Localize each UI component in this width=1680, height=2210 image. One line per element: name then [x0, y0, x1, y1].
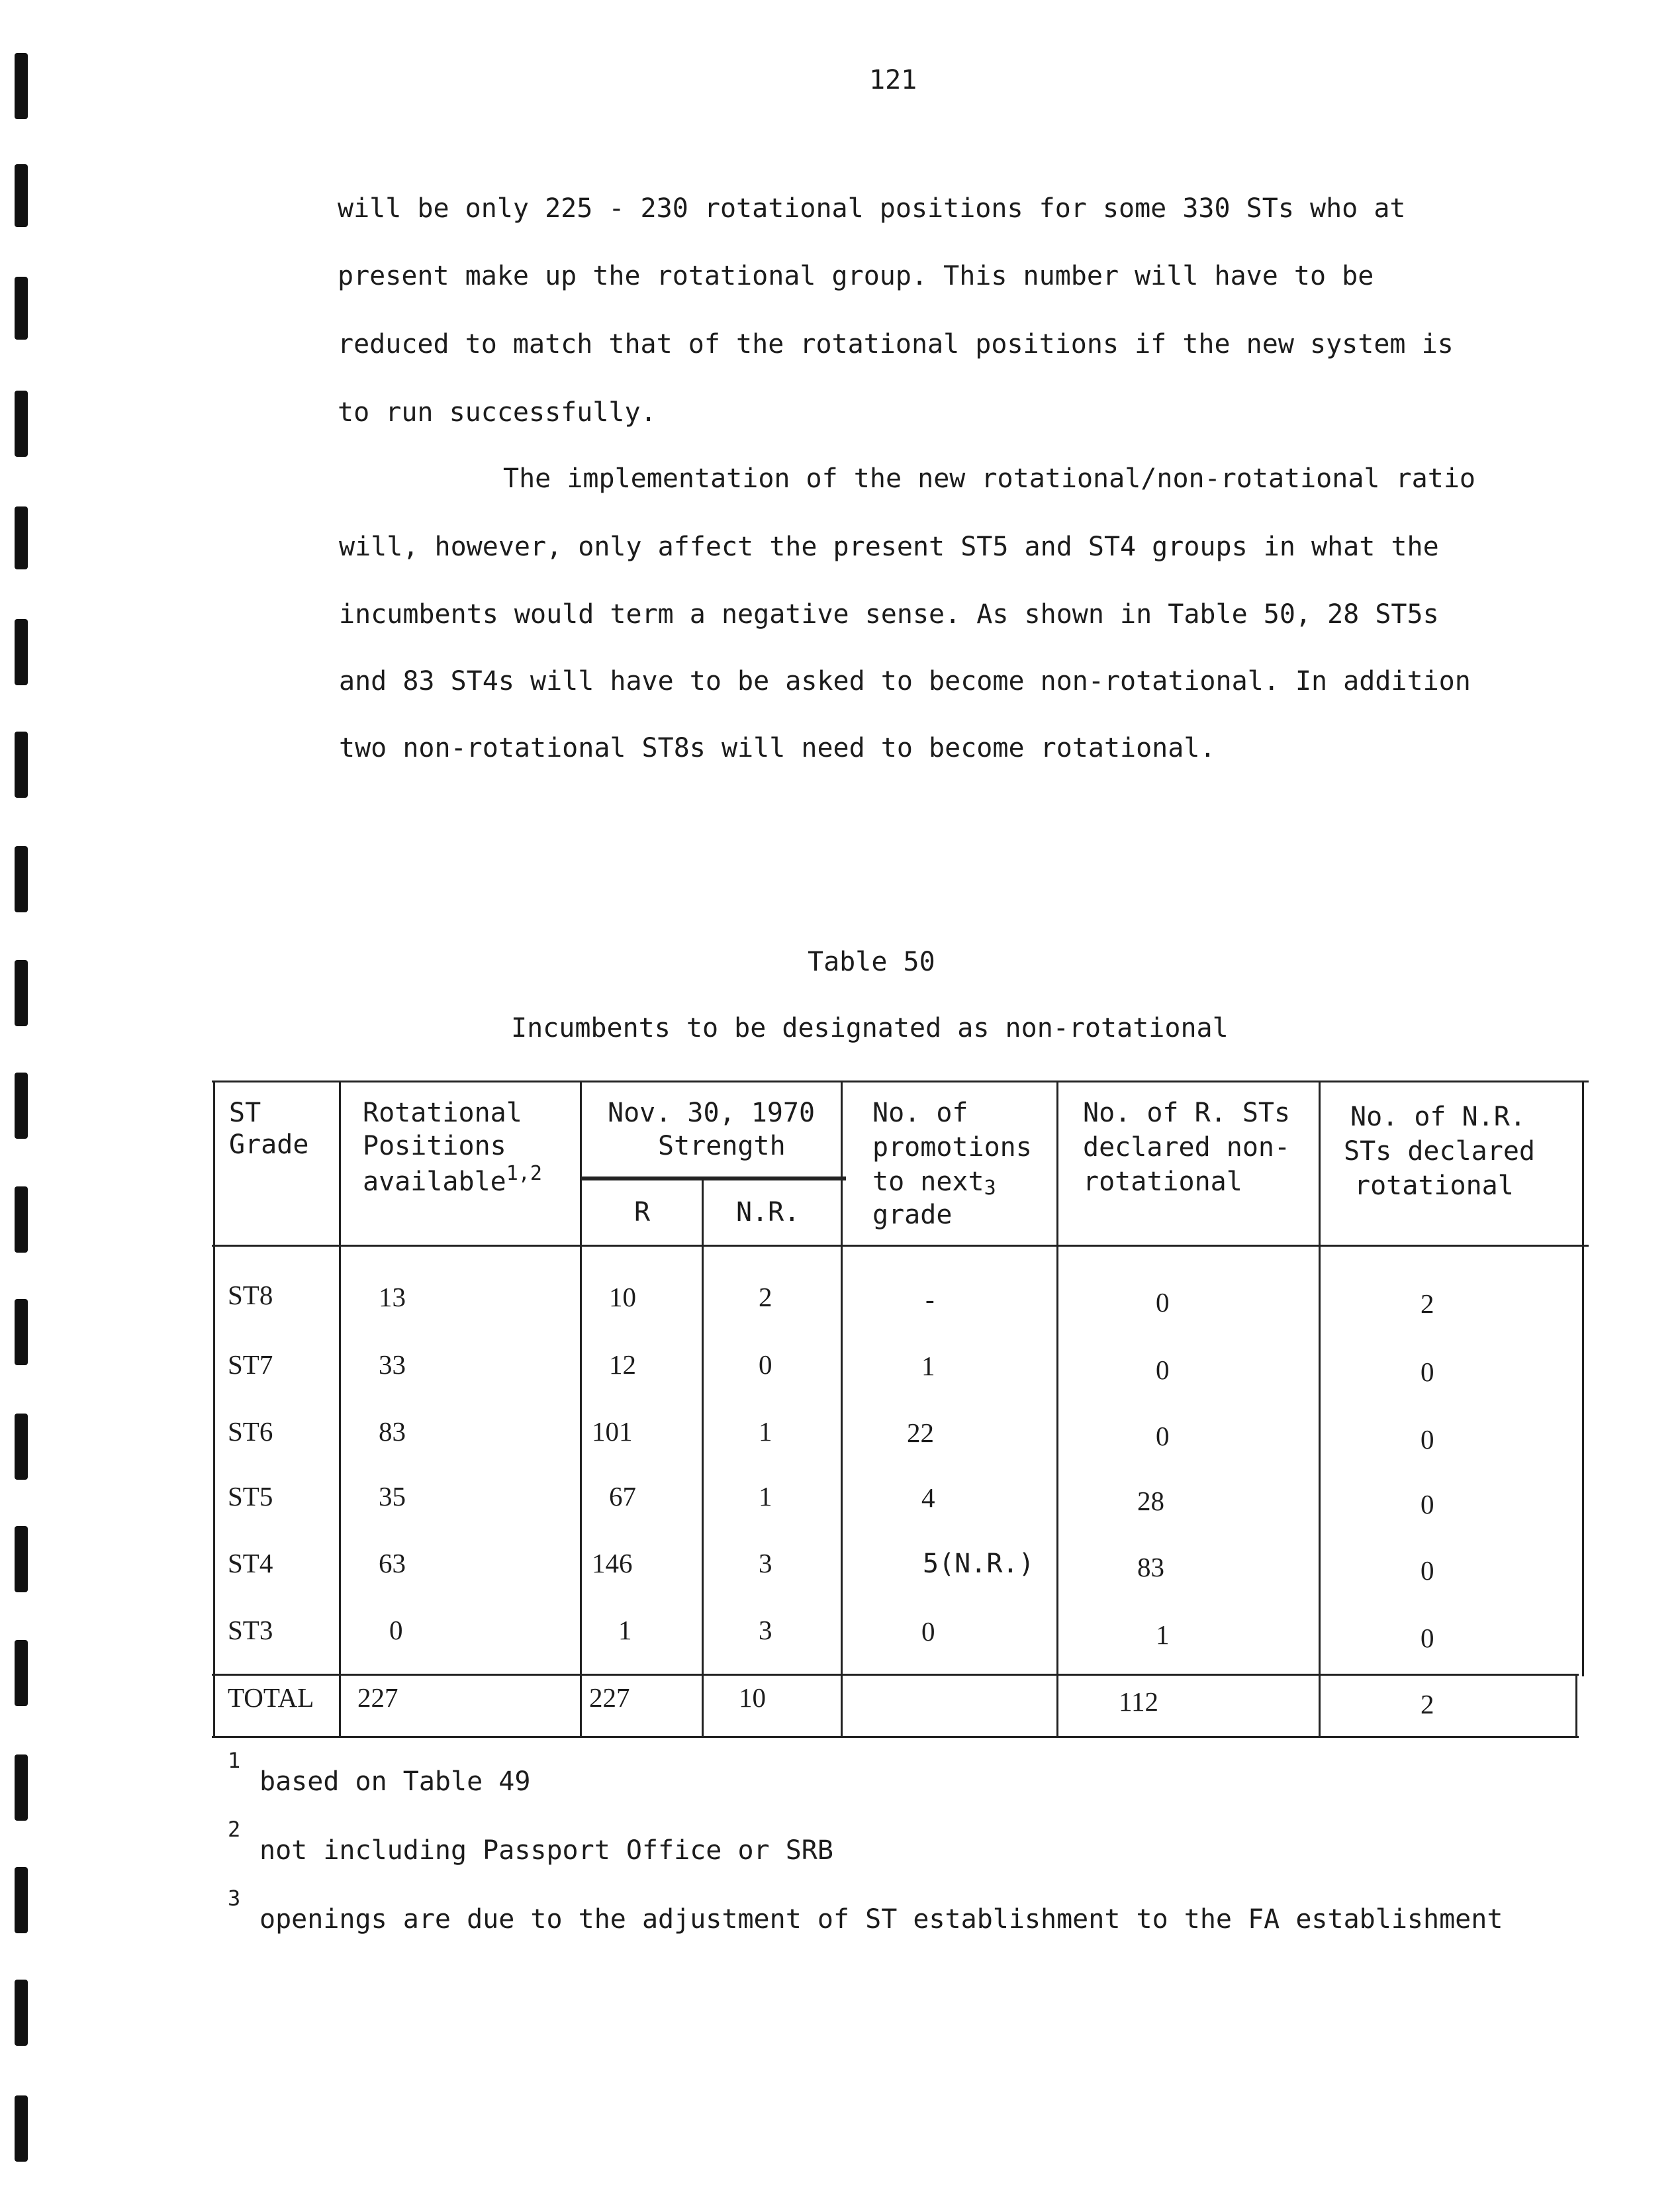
- cell-nr: 1: [759, 1416, 772, 1447]
- cell-promotions: 5(N.R.): [923, 1549, 1035, 1579]
- cell-declared-nonrot: 1: [1156, 1619, 1170, 1650]
- cell-declared-rot: 0: [1421, 1623, 1434, 1653]
- cell-declared-nonrot: 112: [1119, 1686, 1158, 1717]
- text-line: will be only 225 - 230 rotational positions for some 330 STs who at: [338, 193, 1406, 224]
- cell-r: 1: [618, 1615, 632, 1645]
- table-caption: Incumbents to be designated as non-rotational: [511, 1013, 1229, 1043]
- text-line: reduced to match that of the rotational positions if the new system is: [338, 329, 1454, 360]
- cell-nr: 1: [759, 1481, 772, 1512]
- footnote-text: based on Table 49: [259, 1766, 531, 1797]
- header-promotions-line2: promotions: [872, 1132, 1032, 1163]
- header-declared-rot-line1: No. of N.R.: [1350, 1102, 1526, 1132]
- cell-promotions: 1: [921, 1351, 935, 1381]
- cell-declared-rot: 2: [1421, 1689, 1434, 1719]
- cell-declared-nonrot: 83: [1137, 1552, 1164, 1582]
- header-nr: N.R.: [736, 1197, 800, 1227]
- cell-positions: 33: [379, 1349, 406, 1380]
- text-line: The implementation of the new rotational/non-rotational ratio: [503, 463, 1476, 494]
- cell-nr: 2: [759, 1282, 772, 1312]
- header-declared-rot-line3: rotational: [1354, 1171, 1514, 1201]
- cell-positions: 35: [379, 1481, 406, 1512]
- header-rotational-line1: Rotational: [363, 1098, 522, 1128]
- cell-grade: ST5: [228, 1481, 273, 1512]
- footnote-text: not including Passport Office or SRB: [259, 1835, 833, 1866]
- cell-positions: 83: [379, 1416, 406, 1447]
- cell-declared-nonrot: 0: [1156, 1355, 1170, 1385]
- header-promotions-line1: No. of: [872, 1098, 968, 1128]
- cell-nr: 10: [739, 1682, 766, 1713]
- cell-declared-nonrot: 28: [1137, 1486, 1164, 1516]
- header-grade-line2: Grade: [229, 1129, 309, 1160]
- footnote-mark: 3: [228, 1886, 241, 1911]
- cell-promotions: -: [925, 1284, 935, 1314]
- cell-grade: ST6: [228, 1416, 273, 1447]
- text-line: incumbents would term a negative sense. As shown in Table 50, 28 ST5s: [339, 599, 1439, 630]
- footnote-text: openings are due to the adjustment of ST establishment to the FA establishment: [259, 1904, 1503, 1935]
- cell-declared-rot: 2: [1421, 1288, 1434, 1319]
- cell-declared-nonrot: 0: [1156, 1421, 1170, 1451]
- text-line: and 83 ST4s will have to be asked to become non-rotational. In addition: [339, 666, 1471, 697]
- header-declared-nonrot-line2: declared non-: [1083, 1132, 1291, 1163]
- cell-promotions: 22: [907, 1417, 934, 1448]
- cell-grade: ST7: [228, 1349, 273, 1380]
- footnote-ref: 1,2: [506, 1162, 542, 1185]
- cell-grade: ST3: [228, 1615, 273, 1645]
- header-rotational-line2: Positions: [363, 1131, 506, 1161]
- cell-r: 12: [609, 1349, 636, 1380]
- cell-r: 227: [589, 1682, 630, 1713]
- header-strength-line1: Nov. 30, 1970: [608, 1098, 816, 1128]
- cell-positions: 63: [379, 1548, 406, 1578]
- header-rotational-line3: available$^{1,2}$: [363, 1162, 542, 1197]
- cell-grade: ST4: [228, 1548, 273, 1578]
- header-promotions-line4: grade: [872, 1200, 953, 1230]
- header-declared-rot-line2: STs declared: [1344, 1136, 1535, 1167]
- cell-declared-rot: 0: [1421, 1424, 1434, 1455]
- cell-grade: ST8: [228, 1280, 273, 1310]
- cell-r: 67: [609, 1481, 636, 1512]
- header-strength-line2: Strength: [658, 1131, 786, 1161]
- cell-r: 10: [609, 1282, 636, 1312]
- cell-declared-rot: 0: [1421, 1555, 1434, 1586]
- cell-declared-rot: 0: [1421, 1489, 1434, 1519]
- cell-positions: 0: [389, 1615, 403, 1645]
- cell-declared-nonrot: 0: [1156, 1287, 1170, 1318]
- text-line: will, however, only affect the present ST5 and ST4 groups in what the: [339, 532, 1439, 562]
- cell-r: 101: [592, 1416, 633, 1447]
- footnote-ref: 3: [984, 1177, 996, 1200]
- cell-promotions: 0: [921, 1616, 935, 1647]
- cell-r: 146: [592, 1548, 633, 1578]
- cell-promotions: 4: [921, 1482, 935, 1513]
- cell-positions: 13: [379, 1282, 406, 1312]
- cell-nr: 3: [759, 1615, 772, 1645]
- cell-nr: 0: [759, 1349, 772, 1380]
- header-r: R: [634, 1197, 651, 1227]
- cell-positions: 227: [357, 1682, 398, 1713]
- header-grade-line1: ST: [229, 1098, 261, 1128]
- header-promotions-line3: to next$_3$: [872, 1167, 996, 1200]
- cell-declared-rot: 0: [1421, 1357, 1434, 1387]
- cell-nr: 3: [759, 1548, 772, 1578]
- cell-grade: TOTAL: [228, 1682, 314, 1713]
- footnote-mark: 2: [228, 1817, 241, 1842]
- text-line: to run successfully.: [338, 397, 657, 428]
- page-number: 121: [869, 65, 917, 95]
- header-declared-nonrot-line3: rotational: [1083, 1167, 1242, 1197]
- table-label: Table 50: [808, 947, 935, 977]
- header-declared-nonrot-line1: No. of R. STs: [1083, 1098, 1291, 1128]
- text-line: present make up the rotational group. This number will have to be: [338, 261, 1374, 291]
- text-line: two non-rotational ST8s will need to become rotational.: [339, 733, 1216, 763]
- footnote-mark: 1: [228, 1748, 241, 1773]
